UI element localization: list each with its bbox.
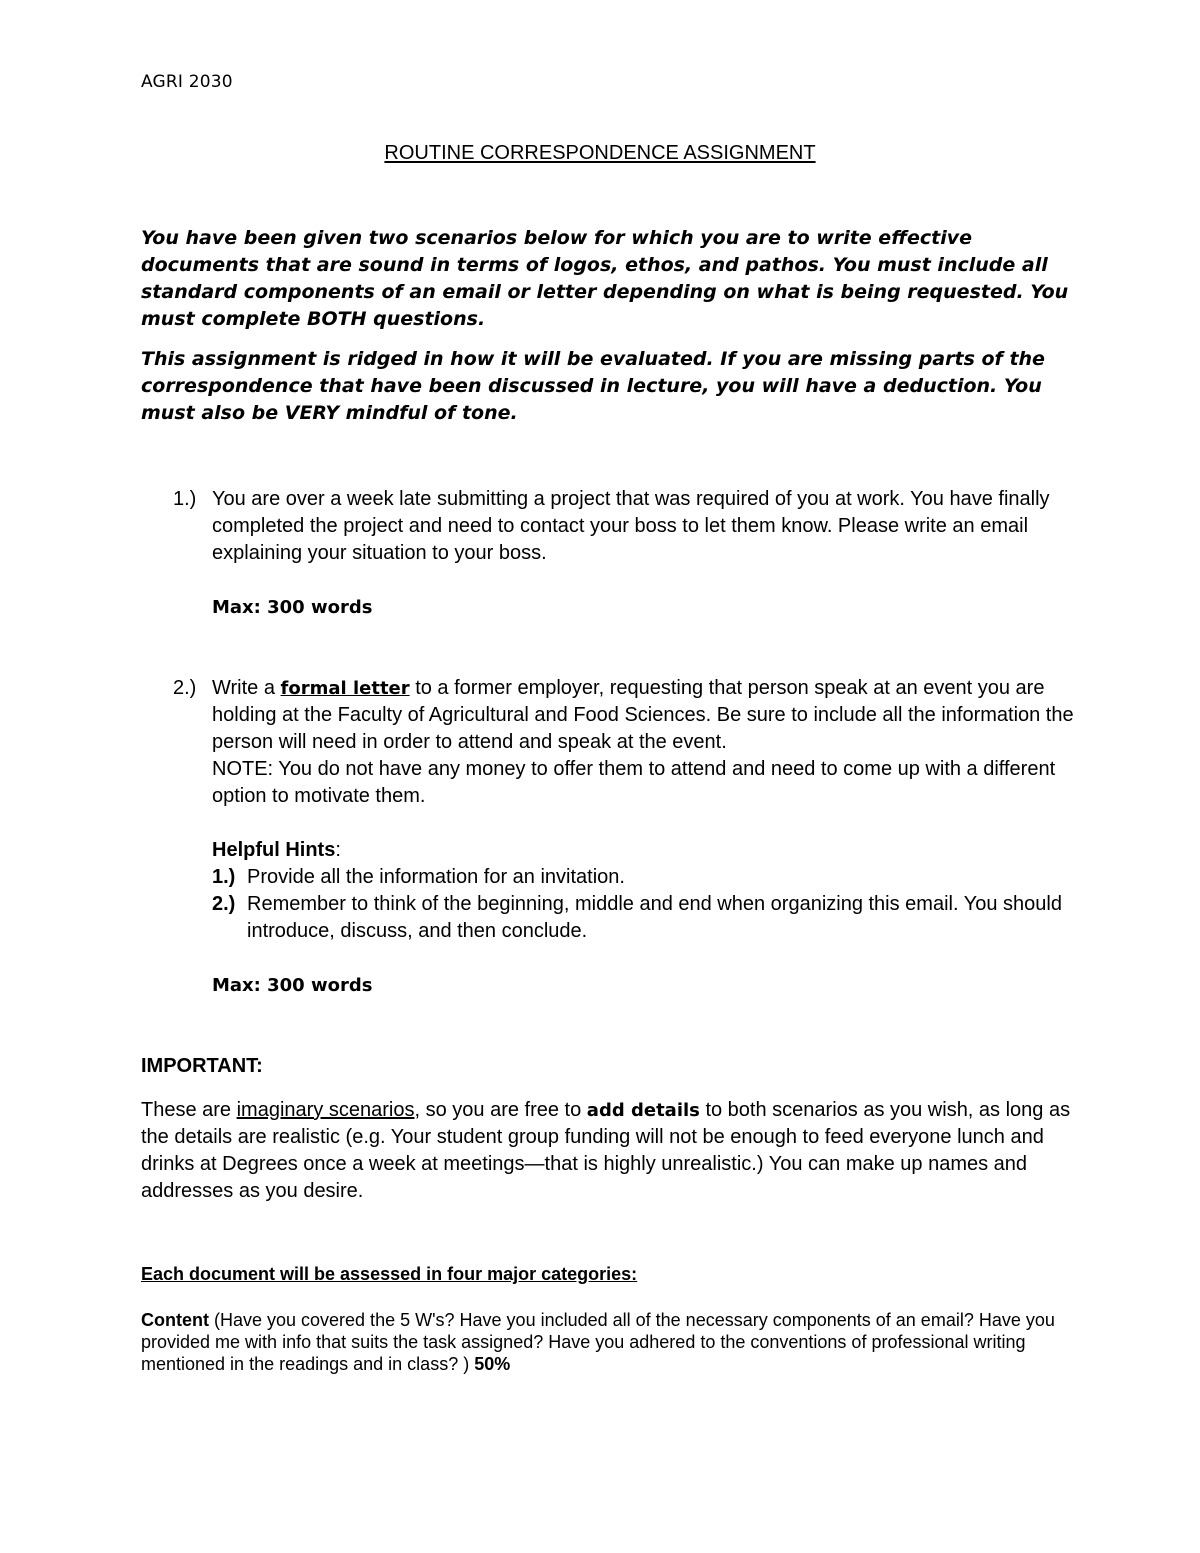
document-title: ROUTINE CORRESPONDENCE ASSIGNMENT	[384, 142, 816, 164]
helpful-hints-heading	[212, 837, 1081, 864]
hint-item	[212, 864, 1081, 891]
important-text-3: , so you are free to	[414, 1099, 587, 1121]
question-text-rest: to a former employer, requesting that person speak at an event you are holding at the Faculty of Agricultural and Food Sciences. Be sure to include all the information the person will need in order to attend and speak at the event.	[212, 677, 1074, 753]
hint-item	[212, 891, 1081, 945]
imaginary-scenarios-emphasis: imaginary scenarios	[236, 1099, 415, 1121]
question-note: NOTE: You do not have any money to offer them to attend and need to come up with a different option to motivate them.	[212, 758, 1056, 807]
formal-letter-emphasis: formal letter	[280, 678, 410, 699]
question-number: 2.)	[173, 677, 197, 699]
question-text	[212, 675, 1081, 756]
content-description: (Have you covered the 5 W's? Have you included all of the necessary components of an email? Have you provided me with info that suits the task assigned? Have you adhered to the conventions of professional writing mentioned in the readings and in class? )	[141, 1310, 1055, 1374]
course-code: AGRI 2030	[141, 72, 233, 92]
question-1	[141, 486, 1081, 621]
question-2	[141, 675, 1081, 999]
intro-paragraph-2: This assignment is ridged in how it will be evaluated. If you are missing parts of the correspondence that have been discussed in lecture, you will have a deduction. You must also be VERY mindful of tone.	[141, 348, 1045, 424]
word-limit: Max: 300 words	[212, 975, 373, 996]
word-limit: Max: 300 words	[212, 597, 373, 618]
important-text-1: These are	[141, 1099, 237, 1121]
content-label: Content	[141, 1310, 209, 1330]
hint-text: Remember to think of the beginning, middle and end when organizing this email. You should introduce, discuss, and then conclude.	[247, 893, 1062, 942]
add-details-emphasis: add details	[586, 1100, 700, 1121]
hints-title-colon: :	[335, 839, 341, 861]
intro-instructions	[141, 225, 1081, 440]
important-text	[141, 1097, 1081, 1205]
hint-number: 2.)	[212, 893, 236, 915]
assessment-heading: Each document will be assessed in four major categories:	[141, 1264, 638, 1284]
question-text-start: Write a	[212, 677, 281, 699]
intro-paragraph-1: You have been given two scenarios below for which you are to write effective documents that are sound in terms of logos, ethos, and pathos. You must include all standard components of an email or letter depending on what is being requested. You must complete BOTH questions.	[141, 227, 1069, 330]
content-weight: 50%	[474, 1354, 511, 1374]
important-heading: IMPORTANT:	[141, 1055, 263, 1077]
question-number: 1.)	[173, 488, 197, 510]
content-criteria	[141, 1309, 1071, 1375]
hint-number: 1.)	[212, 866, 236, 888]
hint-text: Provide all the information for an invitation.	[247, 866, 625, 888]
hints-title-text: Helpful Hints	[212, 839, 336, 861]
important-text-5: to both scenarios as you wish, as long as the details are realistic (e.g. Your student group funding will not be enough to feed everyone lunch and drinks at Degrees once a week at meetings—that is highly unrealistic.) You can make up names and addresses as you desire.	[141, 1099, 1071, 1202]
question-text: You are over a week late submitting a project that was required of you at work. You have finally completed the project and need to contact your boss to let them know. Please write an email explaining your situation to your boss.	[212, 488, 1050, 564]
